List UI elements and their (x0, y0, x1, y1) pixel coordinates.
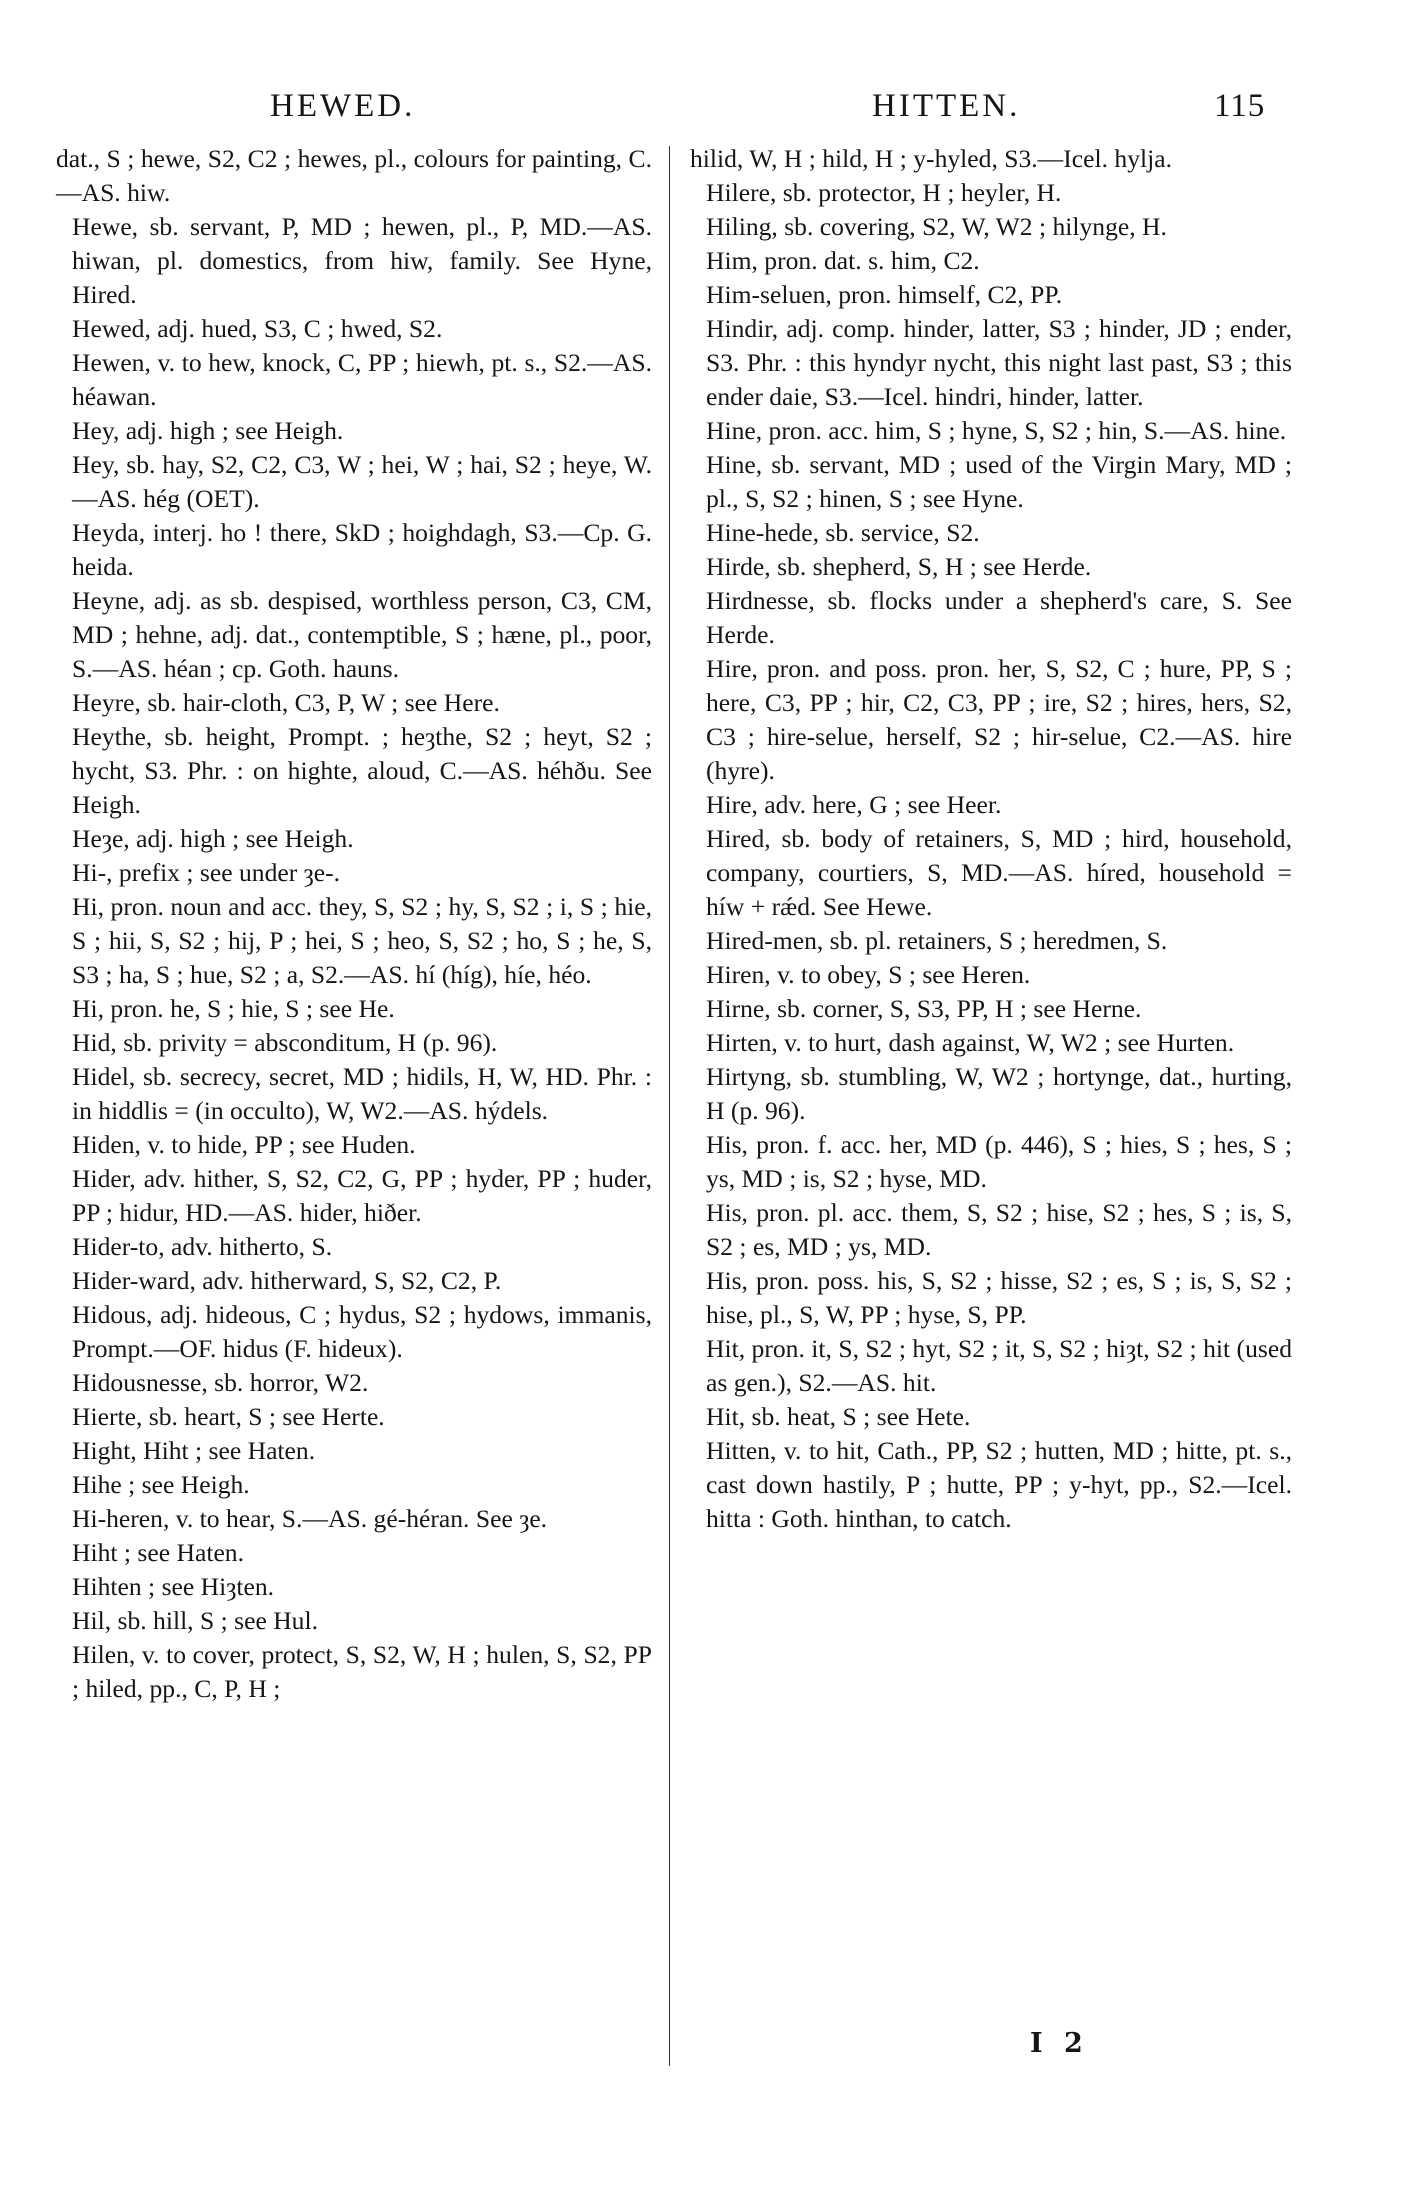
signature-mark: I 2 (1030, 2028, 1089, 2059)
dictionary-entry: hilid, W, H ; hild, H ; y-hyled, S3.—Icel. hylja. (690, 144, 1172, 173)
dictionary-entry: Hider-ward, adv. hitherward, S, S2, C2, P. (72, 1266, 502, 1295)
dictionary-entry: Hi, pron. noun and acc. they, S, S2 ; hy, S, S2 ; i, S ; hie, S ; hii, S, S2 ; hij, P ; hei, S ; heo, S, S2 ; ho, S ; he, S, S3 ; ha, S ; hue, S2 ; a, S2.—AS. hí (híg), híe, héo. (72, 892, 652, 989)
running-head-left: HEWED. (270, 88, 416, 124)
dictionary-entry: Heȝe, adj. high ; see Heigh. (72, 824, 354, 853)
dictionary-entry: Hitten, v. to hit, Cath., PP, S2 ; hutten, MD ; hitte, pt. s., cast down hastily, P ; hutte, PP ; y-hyt, pp., S2.—Icel. hitta : Goth. hinthan, to catch. (706, 1436, 1292, 1533)
dictionary-entry: Hirdnesse, sb. flocks under a shepherd's care, S. See Herde. (706, 586, 1292, 649)
dictionary-entry: His, pron. pl. acc. them, S, S2 ; hise, S2 ; hes, S ; is, S, S2 ; es, MD ; ys, MD. (706, 1198, 1292, 1261)
dictionary-entry: Hihe ; see Heigh. (72, 1470, 250, 1499)
left-column (56, 142, 652, 1706)
dictionary-entry: Hire, pron. and poss. pron. her, S, S2, C ; hure, PP, S ; here, C3, PP ; hir, C2, C3, PP ; ire, S2 ; hires, hers, S2, C3 ; hire-selue, herself, S2 ; hir-selue, C2.—AS. hire (hyre). (706, 654, 1292, 785)
dictionary-entry: Heythe, sb. height, Prompt. ; heȝthe, S2 ; heyt, S2 ; hycht, S3. Phr. : on highte, aloud, C.—AS. héhðu. See Heigh. (72, 722, 652, 819)
dictionary-entry: Hi, pron. he, S ; hie, S ; see He. (72, 994, 395, 1023)
dictionary-entry: Hid, sb. privity = absconditum, H (p. 96). (72, 1028, 498, 1057)
dictionary-entry: Hider-to, adv. hitherto, S. (72, 1232, 333, 1261)
dictionary-entry: Hine, pron. acc. him, S ; hyne, S, S2 ; hin, S.—AS. hine. (706, 416, 1287, 445)
page-number: 115 (1214, 88, 1266, 124)
dictionary-entry: Hierte, sb. heart, S ; see Herte. (72, 1402, 385, 1431)
dictionary-entry: Hired, sb. body of retainers, S, MD ; hird, household, company, courtiers, S, MD.—AS. híred, household = híw + rǽd. See Hewe. (706, 824, 1292, 921)
dictionary-entry: Hey, adj. high ; see Heigh. (72, 416, 344, 445)
dictionary-entry: Hilen, v. to cover, protect, S, S2, W, H ; hulen, S, S2, PP ; hiled, pp., C, P, H ; (72, 1640, 652, 1703)
dictionary-entry: Hey, sb. hay, S2, C2, C3, W ; hei, W ; hai, S2 ; heye, W.—AS. hég (OET). (72, 450, 652, 513)
dictionary-entry: Hewed, adj. hued, S3, C ; hwed, S2. (72, 314, 443, 343)
dictionary-entry: Hidous, adj. hideous, C ; hydus, S2 ; hydows, immanis, Prompt.—OF. hidus (F. hideux). (72, 1300, 652, 1363)
column-rule (669, 146, 670, 2066)
dictionary-entry: Hirtyng, sb. stumbling, W, W2 ; hortynge, dat., hurting, H (p. 96). (706, 1062, 1292, 1125)
dictionary-entry: Hiden, v. to hide, PP ; see Huden. (72, 1130, 416, 1159)
dictionary-entry: Hindir, adj. comp. hinder, latter, S3 ; hinder, JD ; ender, S3. Phr. : this hyndyr nycht, this night last past, S3 ; this ender daie, S3.—Icel. hindri, hinder, latter. (706, 314, 1292, 411)
dictionary-entry: Hit, sb. heat, S ; see Hete. (706, 1402, 971, 1431)
dictionary-entry: Hiling, sb. covering, S2, W, W2 ; hilynge, H. (706, 212, 1167, 241)
dictionary-entry: Hine, sb. servant, MD ; used of the Virgin Mary, MD ; pl., S, S2 ; hinen, S ; see Hyne. (706, 450, 1292, 513)
dictionary-entry: His, pron. f. acc. her, MD (p. 446), S ; hies, S ; hes, S ; ys, MD ; is, S2 ; hyse, MD. (706, 1130, 1292, 1193)
dictionary-entry: Hirten, v. to hurt, dash against, W, W2 ; see Hurten. (706, 1028, 1235, 1057)
dictionary-entry: Hil, sb. hill, S ; see Hul. (72, 1606, 318, 1635)
dictionary-entry: His, pron. poss. his, S, S2 ; hisse, S2 ; es, S ; is, S, S2 ; hise, pl., S, W, PP ; hyse, S, PP. (706, 1266, 1292, 1329)
dictionary-entry: Hewe, sb. servant, P, MD ; hewen, pl., P, MD.—AS. hiwan, pl. domestics, from hiw, family. See Hyne, Hired. (72, 212, 652, 309)
dictionary-entry: Heyda, interj. ho ! there, SkD ; hoighdagh, S3.—Cp. G. heida. (72, 518, 652, 581)
dictionary-entry: Hiren, v. to obey, S ; see Heren. (706, 960, 1031, 989)
dictionary-entry: Hine-hede, sb. service, S2. (706, 518, 980, 547)
dictionary-entry: Hirde, sb. shepherd, S, H ; see Herde. (706, 552, 1092, 581)
dictionary-entry: Hider, adv. hither, S, S2, C2, G, PP ; hyder, PP ; huder, PP ; hidur, HD.—AS. hider, hiðer. (72, 1164, 652, 1227)
dictionary-entry: Hewen, v. to hew, knock, C, PP ; hiewh, pt. s., S2.—AS. héawan. (72, 348, 652, 411)
dictionary-entry: Hidel, sb. secrecy, secret, MD ; hidils, H, W, HD. Phr. : in hiddlis = (in occulto), W, W2.—AS. hýdels. (72, 1062, 652, 1125)
dictionary-entry: Hirne, sb. corner, S, S3, PP, H ; see Herne. (706, 994, 1142, 1023)
dictionary-entry: Hi-, prefix ; see under ȝe-. (72, 858, 341, 887)
dictionary-entry: Hit, pron. it, S, S2 ; hyt, S2 ; it, S, S2 ; hiȝt, S2 ; hit (used as gen.), S2.—AS. hit. (706, 1334, 1292, 1397)
dictionary-entry: Hiht ; see Haten. (72, 1538, 244, 1567)
dictionary-entry: Hihten ; see Hiȝten. (72, 1572, 275, 1601)
dictionary-entry: Heyre, sb. hair-cloth, C3, P, W ; see Here. (72, 688, 500, 717)
dictionary-entry: Hire, adv. here, G ; see Heer. (706, 790, 1002, 819)
dictionary-entry: Hidousnesse, sb. horror, W2. (72, 1368, 369, 1397)
dictionary-entry: Heyne, adj. as sb. despised, worthless person, C3, CM, MD ; hehne, adj. dat., contemptible, S ; hæne, pl., poor, S.—AS. héan ; cp. Goth. hauns. (72, 586, 652, 683)
running-head-right: HITTEN. (872, 88, 1021, 124)
dictionary-entry: Hi-heren, v. to hear, S.—AS. gé-héran. See ȝe. (72, 1504, 548, 1533)
dictionary-entry: dat., S ; hewe, S2, C2 ; hewes, pl., colours for painting, C.—AS. hiw. (56, 144, 652, 207)
dictionary-entry: Hight, Hiht ; see Haten. (72, 1436, 316, 1465)
dictionary-entry: Hilere, sb. protector, H ; heyler, H. (706, 178, 1062, 207)
dictionary-entry: Hired-men, sb. pl. retainers, S ; heredmen, S. (706, 926, 1168, 955)
right-column (690, 142, 1292, 1536)
dictionary-entry: Him-seluen, pron. himself, C2, PP. (706, 280, 1063, 309)
dictionary-entry: Him, pron. dat. s. him, C2. (706, 246, 980, 275)
